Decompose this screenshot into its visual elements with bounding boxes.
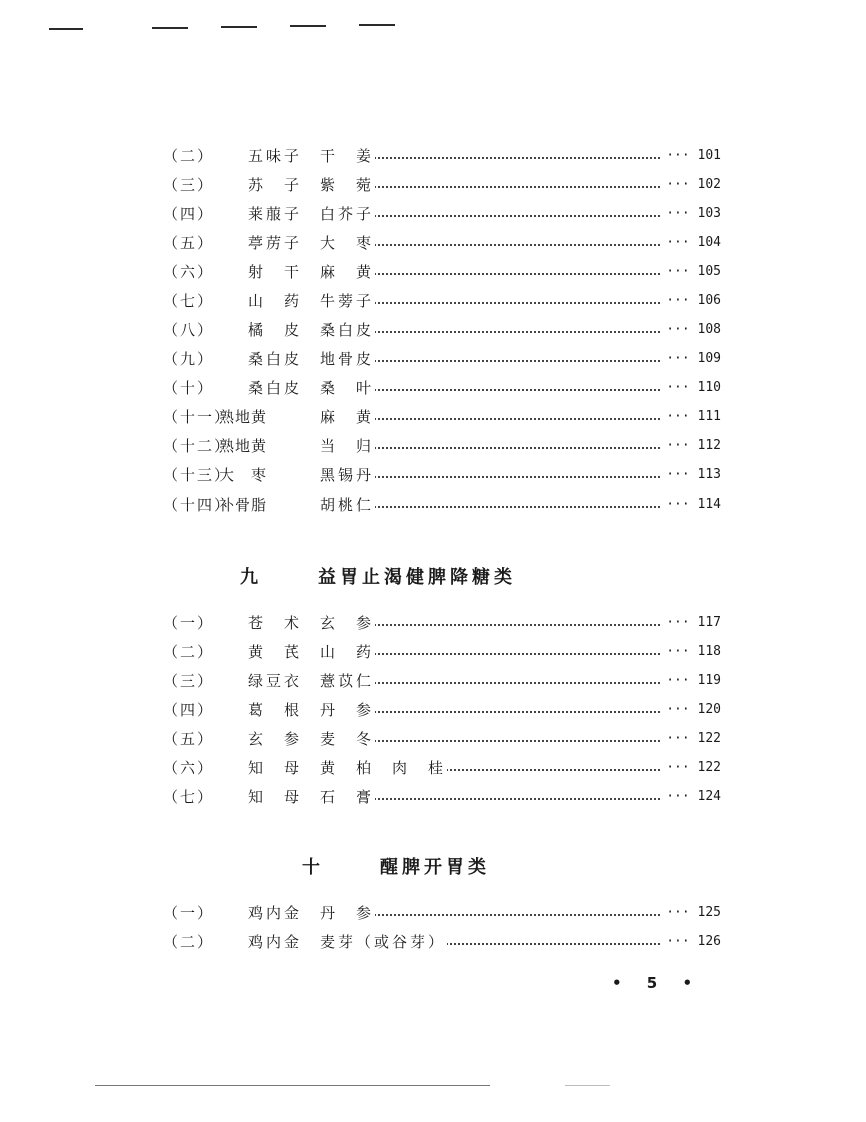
section-heading-10 xyxy=(302,853,490,879)
dot-leader xyxy=(323,331,683,333)
page-number: ··· 124 xyxy=(660,786,721,808)
herb-1: 知 母 xyxy=(248,759,303,777)
dot-leader xyxy=(323,476,683,478)
herb-2: 麻 黄 xyxy=(320,408,375,426)
herb-2: 当 归 xyxy=(320,437,375,455)
herb-2: 薏苡仁 xyxy=(320,672,375,690)
entry-number: （一） xyxy=(163,904,215,922)
page-number: ··· 122 xyxy=(660,757,721,779)
toc-entry xyxy=(163,931,723,953)
herb-1: 绿豆衣 xyxy=(248,672,303,690)
herb-2: 桑白皮 xyxy=(320,321,375,339)
herb-2: 麻 黄 xyxy=(320,263,375,281)
entry-number: （七） xyxy=(163,788,215,806)
toc-entry xyxy=(163,902,723,924)
entry-number: （四） xyxy=(163,701,215,719)
toc-entry xyxy=(163,435,723,457)
page-number: ··· 118 xyxy=(660,641,721,663)
dot-leader xyxy=(323,506,683,508)
herb-2: 麦芽（或谷芽） xyxy=(320,933,447,951)
herb-1: 鸡内金 xyxy=(248,933,303,951)
page-number: ··· 110 xyxy=(660,377,721,399)
toc-entry xyxy=(163,377,723,399)
entry-number: （十） xyxy=(163,379,215,397)
entry-number: （六） xyxy=(163,759,215,777)
entry-number: （十二） xyxy=(163,437,232,455)
dot-leader xyxy=(323,798,683,800)
herb-1: 莱菔子 xyxy=(248,205,303,223)
herb-2: 黑锡丹 xyxy=(320,466,375,484)
entry-number: （四） xyxy=(163,205,215,223)
section-heading-9 xyxy=(240,563,516,589)
herb-2: 牛蒡子 xyxy=(320,292,375,310)
dot-leader xyxy=(323,653,683,655)
header-dash xyxy=(221,26,257,28)
herb-2: 白芥子 xyxy=(320,205,375,223)
toc-entry xyxy=(163,232,723,254)
header-dash xyxy=(359,24,395,26)
herb-1: 苏 子 xyxy=(248,176,303,194)
dot-leader xyxy=(323,914,683,916)
dot-leader xyxy=(323,215,683,217)
herb-2: 胡桃仁 xyxy=(320,496,375,514)
herb-1: 射 干 xyxy=(248,263,303,281)
dot-leader xyxy=(323,389,683,391)
page-number: ··· 126 xyxy=(660,931,721,953)
toc-entry xyxy=(163,145,723,167)
dot-leader xyxy=(323,418,683,420)
herb-1: 补骨脂 xyxy=(219,496,268,514)
section-title: 醒脾开胃类 xyxy=(380,857,490,878)
entry-number: （二） xyxy=(163,933,215,951)
dot-leader xyxy=(323,186,683,188)
herb-1: 桑白皮 xyxy=(248,350,303,368)
page-number: ··· 101 xyxy=(660,145,721,167)
dot-leader xyxy=(323,682,683,684)
page-number: ··· 119 xyxy=(660,670,721,692)
herb-1: 玄 参 xyxy=(248,730,303,748)
toc-entry xyxy=(163,203,723,225)
herb-1: 黄 芪 xyxy=(248,643,303,661)
herb-2: 石 膏 xyxy=(320,788,375,806)
toc-entry xyxy=(163,728,723,750)
toc-entry xyxy=(163,464,723,486)
herb-1: 橘 皮 xyxy=(248,321,303,339)
herb-2: 玄 参 xyxy=(320,614,375,632)
page-number: ··· 104 xyxy=(660,232,721,254)
toc-entry xyxy=(163,290,723,312)
toc-entry xyxy=(163,348,723,370)
scan-artifact-line xyxy=(95,1085,490,1086)
herb-2: 丹 参 xyxy=(320,701,375,719)
entry-number: （八） xyxy=(163,321,215,339)
herb-1: 山 药 xyxy=(248,292,303,310)
herb-1: 大 枣 xyxy=(219,466,268,484)
page-number: ··· 112 xyxy=(660,435,721,457)
section-number: 九 xyxy=(240,567,262,588)
header-dash xyxy=(152,27,188,29)
herb-1: 苍 术 xyxy=(248,614,303,632)
entry-number: （三） xyxy=(163,176,215,194)
toc-entry xyxy=(163,757,723,779)
dot-leader xyxy=(323,711,683,713)
dot-leader xyxy=(323,447,683,449)
entry-number: （五） xyxy=(163,730,215,748)
entry-number: （十一） xyxy=(163,408,232,426)
toc-entry xyxy=(163,494,723,516)
page-number: ··· 111 xyxy=(660,406,721,428)
page-number: ··· 122 xyxy=(660,728,721,750)
herb-1: 葶苈子 xyxy=(248,234,303,252)
herb-1: 桑白皮 xyxy=(248,379,303,397)
herb-1: 熟地黄 xyxy=(219,408,268,426)
page-number: ··· 113 xyxy=(660,464,721,486)
scan-artifact-line xyxy=(565,1085,610,1086)
page-number: ··· 109 xyxy=(660,348,721,370)
toc-entry xyxy=(163,699,723,721)
herb-2: 麦 冬 xyxy=(320,730,375,748)
header-dash xyxy=(49,28,83,30)
page-number: ··· 108 xyxy=(660,319,721,341)
herb-1: 熟地黄 xyxy=(219,437,268,455)
entry-number: （六） xyxy=(163,263,215,281)
page-number: ··· 114 xyxy=(660,494,721,516)
page-number: ··· 102 xyxy=(660,174,721,196)
herb-1: 五味子 xyxy=(248,147,303,165)
herb-2: 桑 叶 xyxy=(320,379,375,397)
page-number: ··· 105 xyxy=(660,261,721,283)
dot-leader xyxy=(323,360,683,362)
entry-number: （三） xyxy=(163,672,215,690)
entry-number: （九） xyxy=(163,350,215,368)
toc-entry xyxy=(163,670,723,692)
entry-number: （五） xyxy=(163,234,215,252)
dot-leader xyxy=(323,624,683,626)
herb-2: 干 姜 xyxy=(320,147,375,165)
toc-entry xyxy=(163,786,723,808)
toc-entry xyxy=(163,641,723,663)
page-number: ··· 106 xyxy=(660,290,721,312)
section-title: 益胃止渴健脾降糖类 xyxy=(318,567,516,588)
page-number-footer: • 5 • xyxy=(612,974,703,992)
entry-number: （七） xyxy=(163,292,215,310)
toc-entry xyxy=(163,319,723,341)
dot-leader xyxy=(323,244,683,246)
header-dash xyxy=(290,25,326,27)
entry-number: （二） xyxy=(163,147,215,165)
entry-number: （十三） xyxy=(163,466,232,484)
herb-2: 黄 柏 肉 桂 xyxy=(320,759,447,777)
toc-entry xyxy=(163,174,723,196)
page-number: ··· 103 xyxy=(660,203,721,225)
herb-2: 山 药 xyxy=(320,643,375,661)
toc-entry xyxy=(163,261,723,283)
page-number: ··· 120 xyxy=(660,699,721,721)
herb-1: 葛 根 xyxy=(248,701,303,719)
herb-2: 丹 参 xyxy=(320,904,375,922)
section-number: 十 xyxy=(302,857,324,878)
page-number: ··· 117 xyxy=(660,612,721,634)
toc-entry xyxy=(163,406,723,428)
toc-entry xyxy=(163,612,723,634)
entry-number: （一） xyxy=(163,614,215,632)
dot-leader xyxy=(323,740,683,742)
herb-1: 鸡内金 xyxy=(248,904,303,922)
herb-2: 大 枣 xyxy=(320,234,375,252)
herb-2: 地骨皮 xyxy=(320,350,375,368)
herb-1: 知 母 xyxy=(248,788,303,806)
entry-number: （十四） xyxy=(163,496,232,514)
herb-2: 紫 菀 xyxy=(320,176,375,194)
dot-leader xyxy=(323,302,683,304)
dot-leader xyxy=(323,157,683,159)
entry-number: （二） xyxy=(163,643,215,661)
dot-leader xyxy=(323,273,683,275)
page-number: ··· 125 xyxy=(660,902,721,924)
